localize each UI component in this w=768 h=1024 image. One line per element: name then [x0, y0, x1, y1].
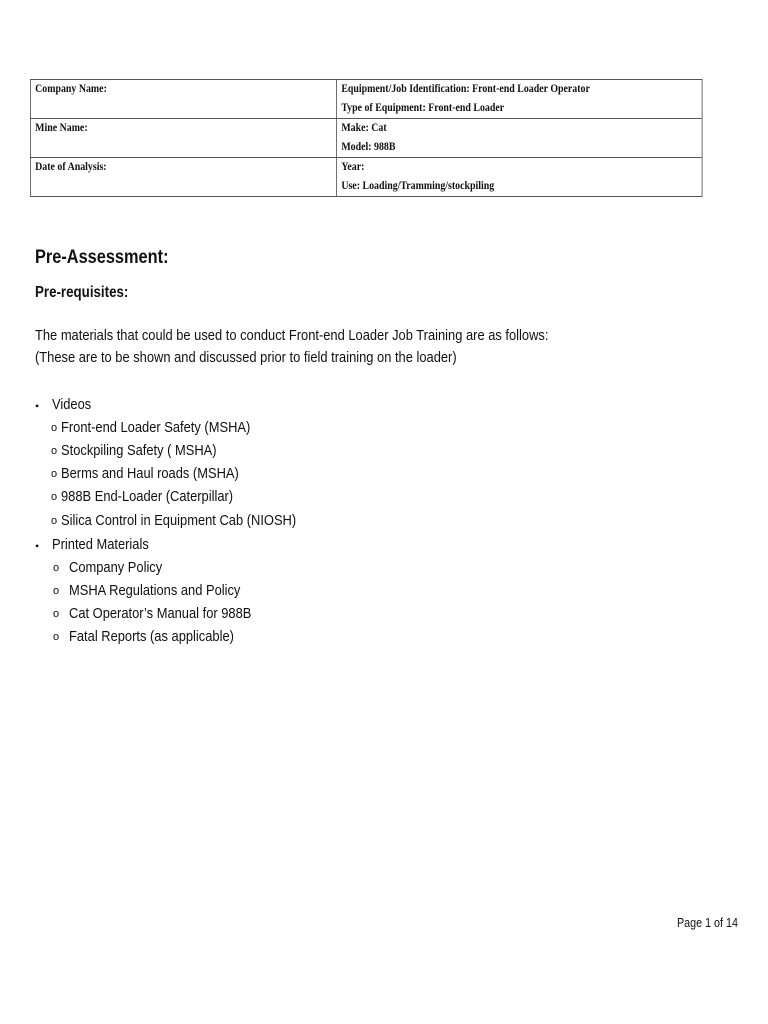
bullet-icon: •	[35, 399, 40, 413]
intro-paragraph-line-1: The materials that could be used to conduct Front-end Loader Job Training are as follows:	[35, 327, 549, 344]
sub-list-item-label: Cat Operator’s Manual for 988B	[69, 605, 252, 622]
mine-name-label: Mine Name:	[35, 122, 88, 134]
list-item-label: Videos	[52, 396, 92, 413]
circle-bullet-icon: o	[51, 468, 58, 480]
list-item-label: Printed Materials	[52, 536, 149, 553]
circle-bullet-icon: o	[53, 631, 60, 643]
sub-list-item-label: Stockpiling Safety ( MSHA)	[61, 442, 217, 459]
header-info-table	[30, 79, 703, 197]
year-label: Year:	[337, 157, 702, 177]
company-name-label: Company Name:	[35, 83, 107, 95]
equipment-id-label: Equipment/Job Identification: Front-end Loader Operator	[341, 83, 590, 95]
sub-list-item-label: Front-end Loader Safety (MSHA)	[61, 419, 251, 436]
pre-assessment-heading: Pre-Assessment:	[35, 247, 169, 268]
sub-list-item-label: 988B End-Loader (Caterpillar)	[61, 488, 234, 505]
make-label: Make: Cat	[337, 118, 702, 138]
equipment-type-label: Type of Equipment: Front-end Loader	[341, 102, 505, 114]
sub-list-item-label: Berms and Haul roads (MSHA)	[61, 465, 239, 482]
circle-bullet-icon: o	[53, 608, 60, 620]
equipment-info-cell	[337, 80, 703, 197]
circle-bullet-icon: o	[51, 491, 58, 503]
circle-bullet-icon: o	[51, 515, 58, 527]
company-name-cell	[30, 80, 336, 119]
model-label: Model: 988B	[341, 141, 396, 153]
sub-list-item-label: MSHA Regulations and Policy	[69, 582, 241, 599]
circle-bullet-icon: o	[53, 562, 60, 574]
intro-paragraph-line-2: (These are to be shown and discussed prior to field training on the loader)	[35, 349, 457, 366]
circle-bullet-icon: o	[51, 445, 58, 457]
date-of-analysis-label: Date of Analysis:	[35, 161, 107, 173]
page-number: Page 1 of 14	[677, 916, 738, 930]
circle-bullet-icon: o	[53, 585, 60, 597]
circle-bullet-icon: o	[51, 422, 58, 434]
mine-name-cell	[30, 119, 336, 158]
sub-list-item-label: Company Policy	[69, 559, 163, 576]
use-label: Use: Loading/Tramming/stockpiling	[341, 180, 495, 192]
bullet-icon: •	[35, 539, 40, 553]
date-of-analysis-cell	[30, 158, 336, 197]
pre-requisites-heading: Pre-requisites:	[35, 284, 129, 301]
sub-list-item-label: Fatal Reports (as applicable)	[69, 628, 234, 645]
sub-list-item-label: Silica Control in Equipment Cab (NIOSH)	[61, 512, 297, 529]
